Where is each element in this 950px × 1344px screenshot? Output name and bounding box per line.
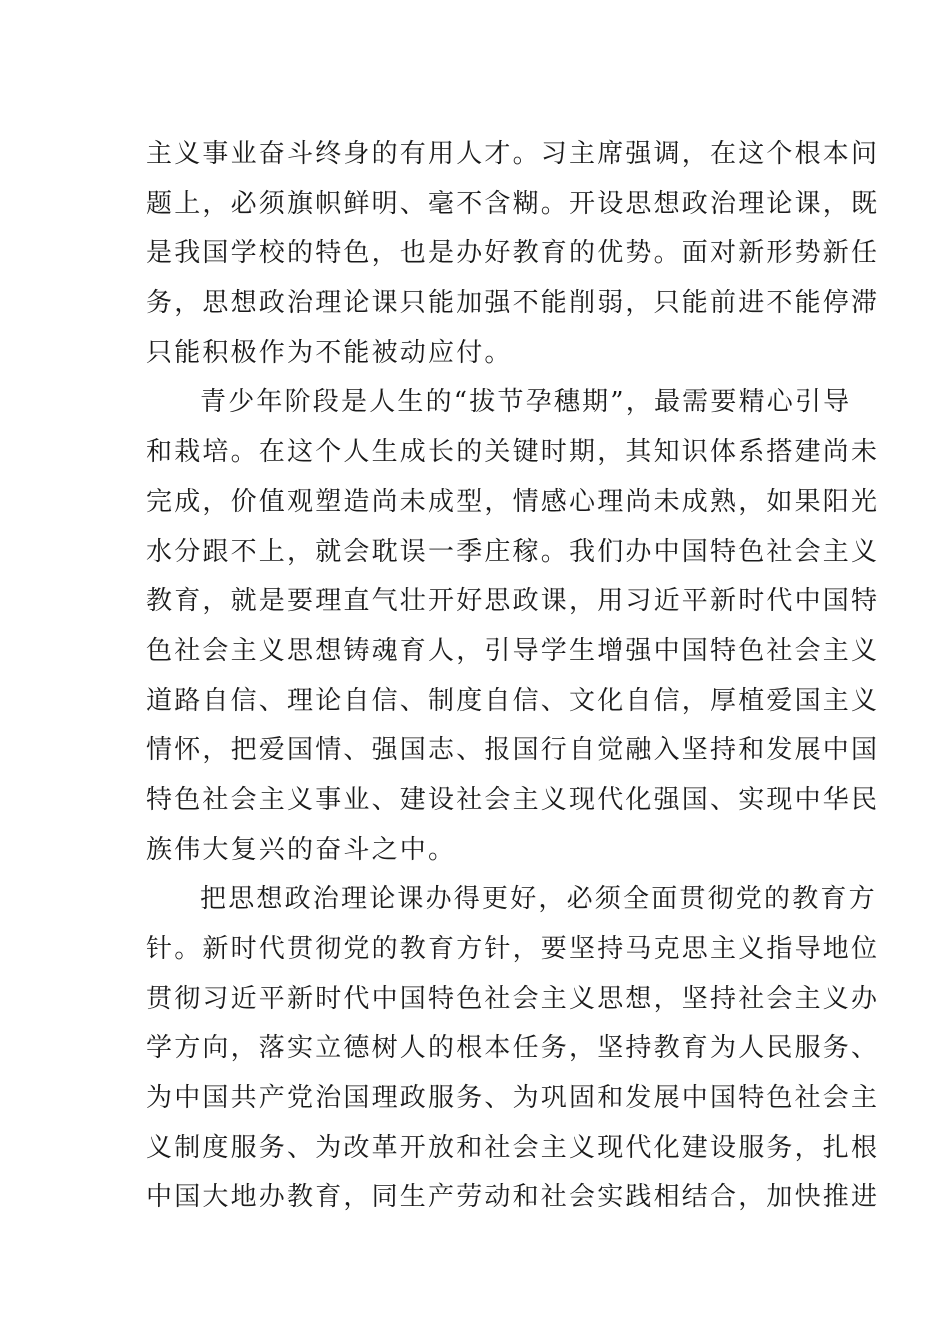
text-line: 情怀，把爱国情、强国志、报国行自觉融入坚持和发展中国 [146,735,880,766]
text-line: 主义事业奋斗终身的有用人才。习主席强调，在这个根本问 [146,139,880,169]
paragraph-first-line: 把思想政治理论课办得更好，必须全面贯彻党的教育方 [200,884,877,915]
text-line: 水分跟不上，就会耽误一季庄稼。我们办中国特色社会主义 [146,536,880,567]
text-line: 族伟大复兴的奋斗之中。 [146,834,457,865]
paragraph-first-line: 青少年阶段是人生的“拔节孕穗期”，最需要精心引导 [200,387,852,418]
text-line: 为中国共产党治国理政服务、为巩固和发展中国特色社会主 [146,1083,880,1114]
text-line: 只能积极作为不能被动应付。 [146,337,513,368]
text-line: 针。新时代贯彻党的教育方针，要坚持马克思主义指导地位 [146,934,880,964]
text-line: 完成，价值观塑造尚未成型，情感心理尚未成熟，如果阳光 [146,486,880,517]
text-line: 义制度服务、为改革开放和社会主义现代化建设服务，扎根 [146,1132,880,1163]
body-text [146,130,880,1223]
text-line: 中国大地办教育，同生产劳动和社会实践相结合，加快推进 [146,1182,880,1213]
text-line: 学方向，落实立德树人的根本任务，坚持教育为人民服务、 [146,1033,880,1064]
text-line: 是我国学校的特色，也是办好教育的优势。面对新形势新任 [146,238,880,269]
text-line: 务，思想政治理论课只能加强不能削弱，只能前进不能停滞 [146,288,880,319]
text-line: 题上，必须旗帜鲜明、毫不含糊。开设思想政治理论课，既 [146,188,880,219]
text-line: 特色社会主义事业、建设社会主义现代化强国、实现中华民 [146,784,880,815]
text-line: 色社会主义思想铸魂育人，引导学生增强中国特色社会主义 [146,635,880,666]
text-line: 教育，就是要理直气壮开好思政课，用习近平新时代中国特 [146,586,880,617]
text-line: 和栽培。在这个人生成长的关键时期，其知识体系搭建尚未 [146,437,880,468]
text-line: 道路自信、理论自信、制度自信、文化自信，厚植爱国主义 [146,685,880,716]
text-line: 贯彻习近平新时代中国特色社会主义思想，坚持社会主义办 [146,983,880,1014]
